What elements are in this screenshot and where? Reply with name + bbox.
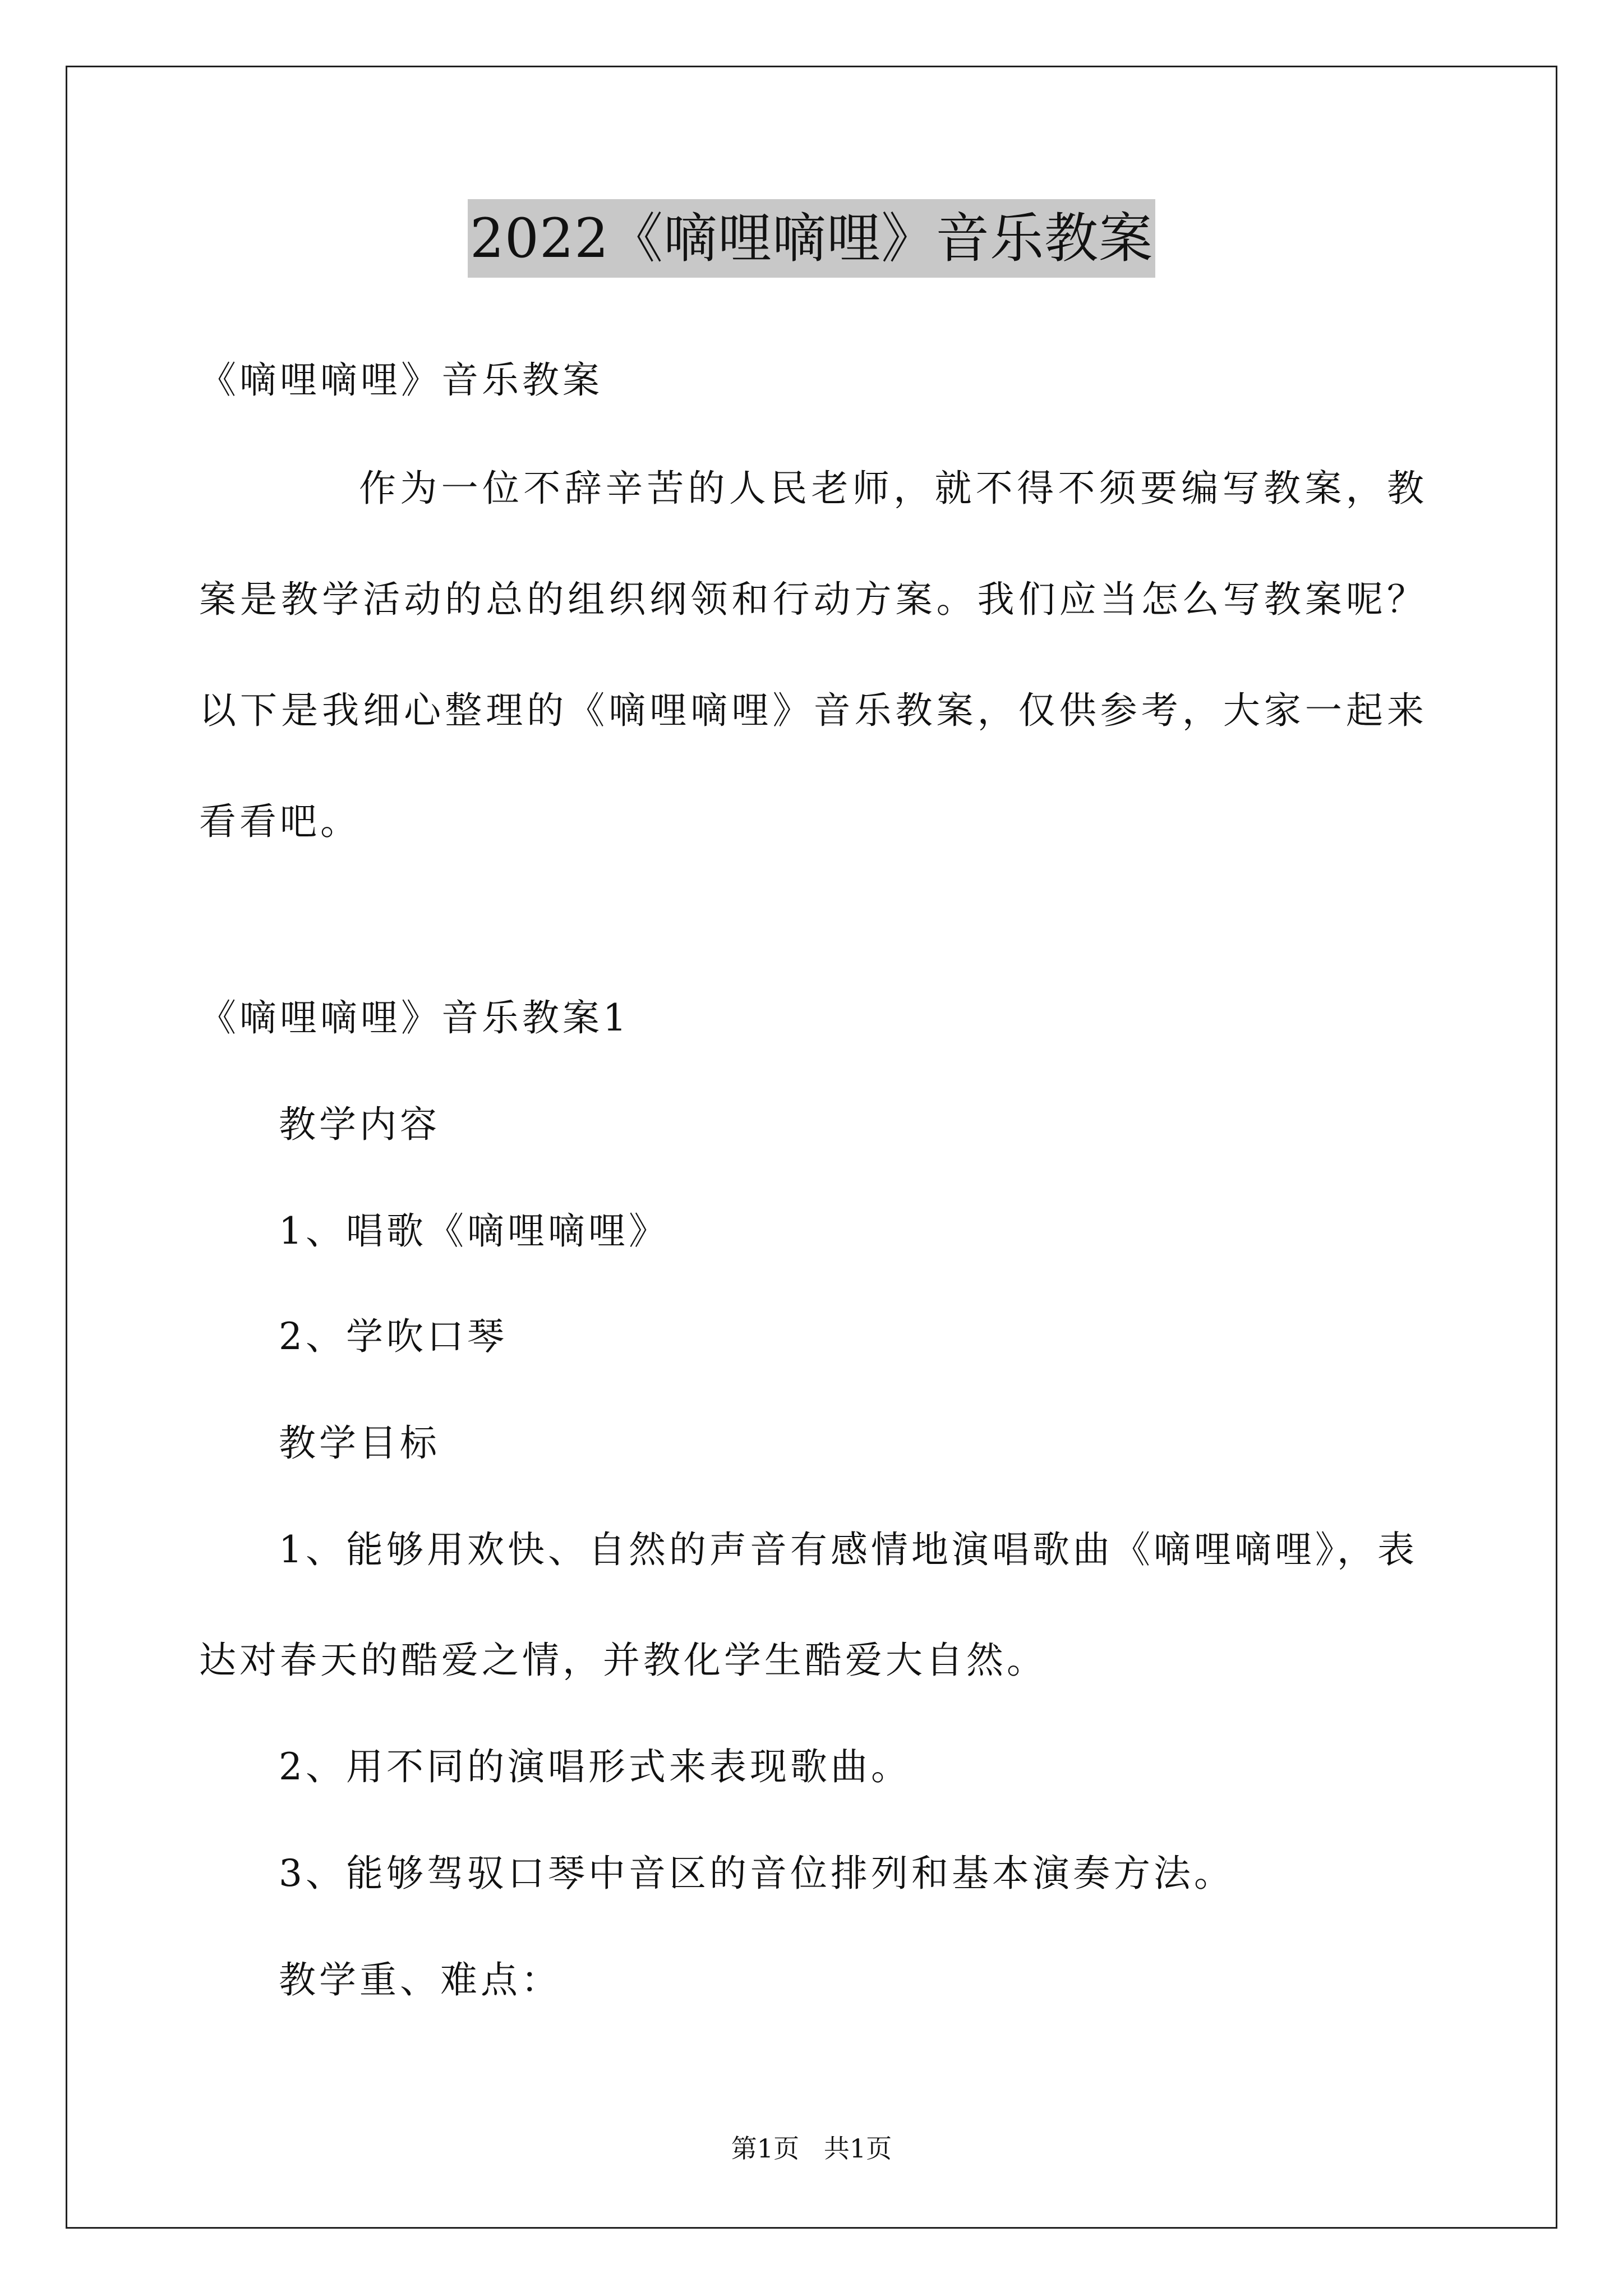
section-heading: 《嘀哩嘀哩》音乐教案1 bbox=[199, 996, 630, 1039]
content-item-1: 1、唱歌《嘀哩嘀哩》 bbox=[279, 1209, 669, 1253]
intro-paragraph: 作为一位不辞辛苦的人民老师，就不得不须要编写教案，教案是教学活动的总的组织纲领和行动方案。我们应当怎么写教案呢？以下是我细心整理的《嘀哩嘀哩》音乐教案，仅供参考，大家一起来看看吧。 bbox=[199, 467, 1427, 843]
content-item-2: 2、学吹口琴 bbox=[279, 1315, 508, 1358]
key-points-heading: 教学重、难点： bbox=[279, 1958, 561, 2001]
goal-1-line-2: 达对春天的酷爱之情，并教化学生酷爱大自然。 bbox=[199, 1639, 1047, 1682]
page-footer: 第1页 共1页 bbox=[731, 2133, 892, 2164]
goal-heading: 教学目标 bbox=[279, 1421, 440, 1465]
content-heading: 教学内容 bbox=[279, 1103, 440, 1146]
goal-1-line-1: 1、能够用欢快、自然的声音有感情地演唱歌曲《嘀哩嘀哩》，表 bbox=[279, 1528, 1418, 1571]
goal-3: 3、能够驾驭口琴中音区的音位排列和基本演奏方法。 bbox=[279, 1852, 1234, 1895]
title-container bbox=[0, 199, 1623, 278]
document-subtitle: 《嘀哩嘀哩》音乐教案 bbox=[199, 358, 603, 402]
document-title: 2022《嘀哩嘀哩》音乐教案 bbox=[468, 199, 1155, 278]
goal-2: 2、用不同的演唱形式来表现歌曲。 bbox=[279, 1745, 911, 1788]
